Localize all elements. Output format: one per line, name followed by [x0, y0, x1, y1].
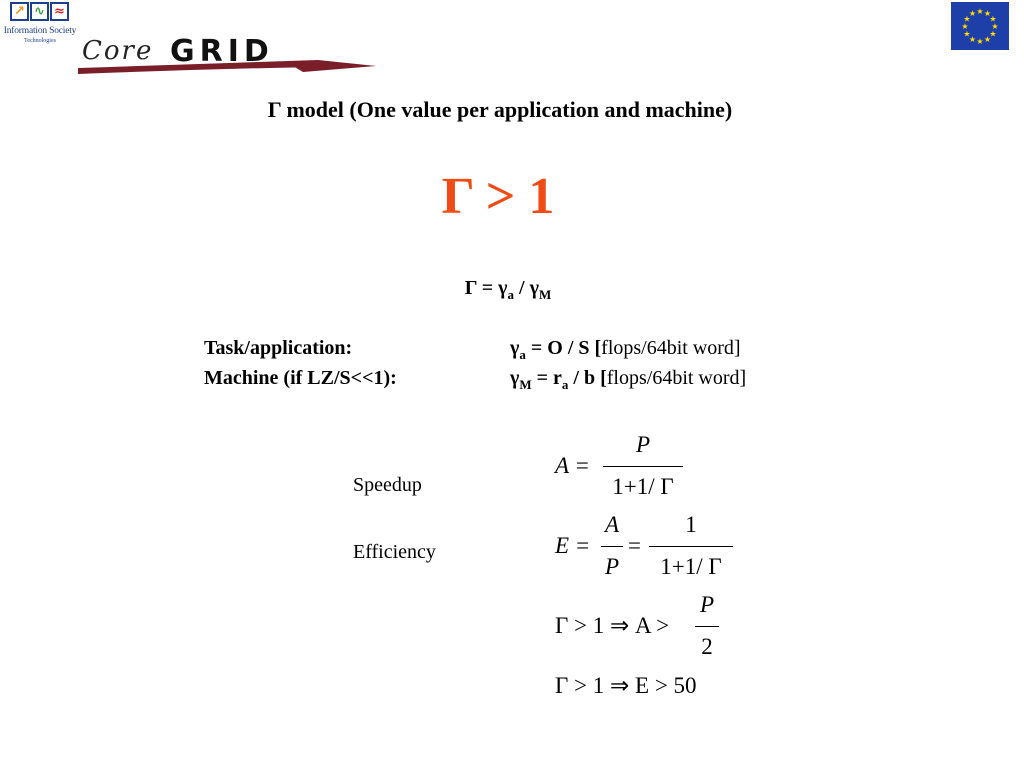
speedup-lhs: A =: [555, 453, 590, 478]
efficiency-den2: 1+1/ Γ: [660, 554, 722, 579]
coregrid-logo-grid: GRID: [170, 34, 274, 69]
eu-star-icon: ★: [989, 14, 997, 24]
task-application-label: Task/application:: [204, 337, 353, 359]
eu-star-icon: ★: [976, 37, 984, 46]
speedup-denominator: 1+1/ Γ: [612, 474, 674, 499]
ist-logo: [2, 2, 76, 48]
implication-speedup-text: Γ > 1 ⇒ A >: [555, 613, 670, 638]
eu-star-icon: ★: [961, 22, 969, 31]
implication-speedup: [555, 592, 755, 664]
speedup-equation: [555, 432, 695, 504]
speedup-numerator: P: [635, 432, 651, 457]
eu-star-icon: ★: [983, 9, 992, 18]
efficiency-eq2: =: [628, 533, 641, 558]
arrow-icon: ↗: [10, 2, 29, 21]
ist-logo-title: Information Society: [3, 26, 77, 36]
efficiency-num1: A: [604, 512, 620, 537]
eu-star-icon: ★: [968, 9, 977, 18]
eu-star-icon: ★: [983, 35, 992, 44]
task-application-formula: $\gamma_a = O / S$ [flops/64bit word]: [510, 337, 741, 362]
fraction-bar: [695, 626, 719, 627]
machine-formula: $\gamma_M = r_a / b$ [flops/64bit word]: [510, 367, 747, 392]
efficiency-lhs: E =: [555, 533, 591, 558]
fraction-bar: [601, 546, 623, 547]
headline-gamma-gt-1: Γ > 1: [441, 168, 555, 225]
implication-numerator: P: [699, 592, 715, 617]
eu-flag: [951, 2, 1009, 50]
eu-star-icon: ★: [963, 14, 971, 24]
eu-star-icon: ★: [989, 29, 997, 39]
ist-logo-subtitle: Technologies: [24, 38, 56, 44]
waves-icon: ≈: [50, 2, 69, 21]
gamma-ratio: $\Gamma = \gamma_a / \gamma_M$: [464, 277, 552, 302]
slide-subtitle: Γ model (One value per application and machine): [267, 97, 733, 122]
implication-denominator: 2: [701, 634, 713, 659]
eu-star-icon: ★: [991, 22, 999, 31]
speedup-label: Speedup: [353, 474, 422, 496]
implication-efficiency: Γ > 1 ⇒ E > 50: [555, 673, 697, 698]
coregrid-logo-core: Core: [82, 36, 154, 66]
eu-star-icon: ★: [976, 7, 984, 16]
fraction-bar: [649, 546, 733, 547]
efficiency-label: Efficiency: [353, 541, 436, 563]
eu-star-icon: ★: [968, 35, 977, 44]
eu-stars-icon: [951, 2, 1009, 50]
efficiency-den1: P: [604, 554, 620, 579]
wave-icon: ∿: [30, 2, 49, 21]
eu-star-icon: ★: [963, 29, 971, 39]
efficiency-num2: 1: [685, 512, 697, 537]
fraction-bar: [603, 466, 683, 467]
efficiency-equation: [555, 512, 755, 584]
coregrid-logo: [78, 30, 378, 78]
machine-label: Machine (if LZ/S<<1):: [204, 367, 397, 389]
